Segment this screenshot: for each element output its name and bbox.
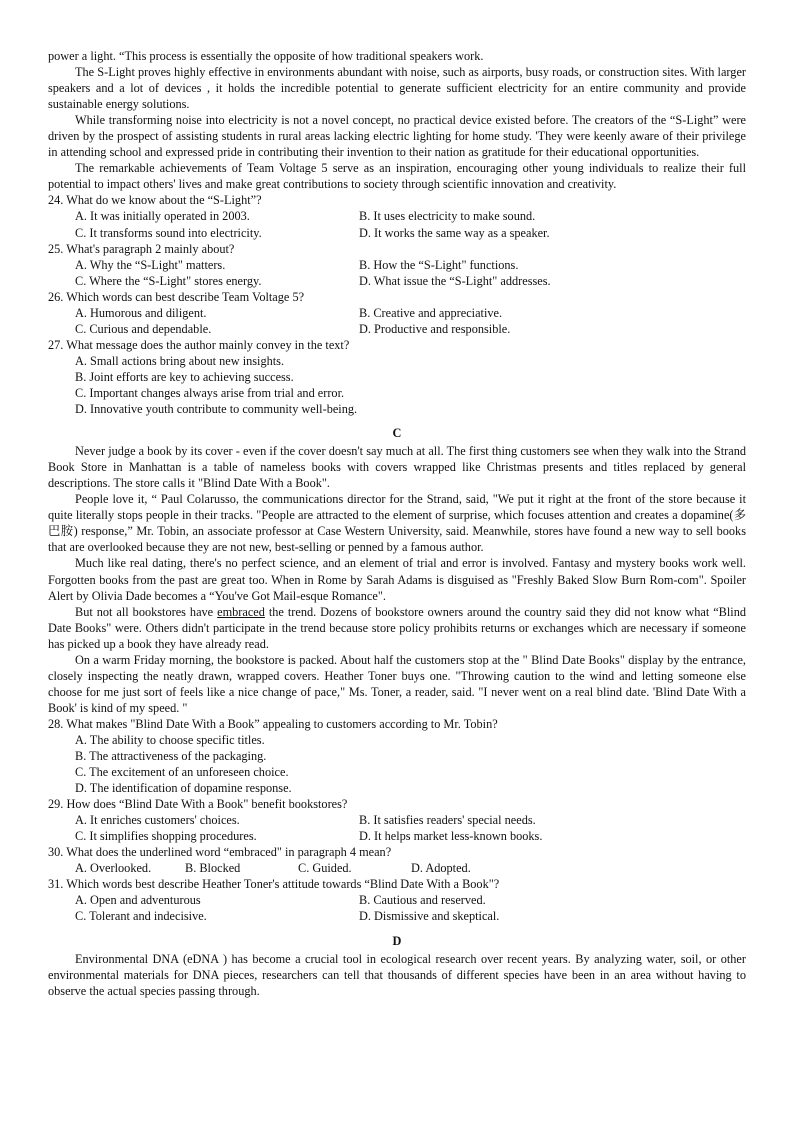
option-c: C. Where the “S-Light" stores energy. (75, 273, 262, 288)
option-a: A. It was initially operated in 2003. (75, 209, 250, 224)
option-a: A. Open and adventurous (75, 893, 201, 908)
option-d: D. It helps market less-known books. (359, 829, 543, 844)
question-stem: 27. What message does the author mainly convey in the text? (48, 337, 350, 352)
option-row (48, 257, 746, 273)
passage-b-paragraph: The remarkable achievements of Team Voltage 5 serve as an inspiration, encouraging other young individuals to realize their full potential to impact others' lives and make great contributions to society through scientific innovation and creativity. (48, 161, 746, 192)
option-c: C. Tolerant and indecisive. (75, 909, 207, 924)
section-title-d: D (392, 933, 402, 948)
question-stem: 28. What makes "Blind Date With a Book” appealing to customers according to Mr. Tobin? (48, 716, 498, 731)
passage-c-paragraph (48, 604, 746, 652)
question-31 (48, 876, 746, 924)
underlined-word: embraced (217, 604, 265, 619)
question-25 (48, 241, 746, 289)
option-row (48, 321, 746, 337)
question-27 (48, 337, 746, 417)
option-a: A. Humorous and diligent. (75, 305, 207, 320)
option-c: C. Guided. (298, 861, 352, 876)
option-c: C. The excitement of an unforeseen choice. (75, 765, 289, 780)
option-d: D. Innovative youth contribute to community well-being. (75, 402, 358, 417)
option-d: D. Adopted. (411, 861, 471, 876)
question-stem: 30. What does the underlined word “embraced" in paragraph 4 mean? (48, 845, 392, 860)
option-row (48, 273, 746, 289)
option-b: B. Joint efforts are key to achieving success. (75, 369, 294, 384)
option-c: C. It simplifies shopping procedures. (75, 829, 257, 844)
option-b: B. Cautious and reserved. (359, 893, 486, 908)
option-c: C. Curious and dependable. (75, 321, 212, 336)
question-stem: 25. What's paragraph 2 mainly about? (48, 241, 235, 256)
option-a: A. Overlooked. (75, 861, 152, 876)
passage-c-paragraph: Much like real dating, there's no perfect science, and an element of trial and error is involved. Fantasy and mystery books work well. Forgotten books from the past are great too. When in Rome by Sarah Adams is disguised as "Freshly Baked Slow Burn Rom-com". Spoiler Alert by Olivia Dade becomes a “You've Got Mail-esque Romance". (48, 556, 746, 603)
exam-page (48, 48, 746, 999)
passage-c-paragraph: People love it, “ Paul Colarusso, the communications director for the Strand, said, "We put it right at the front of the store because it quite literally stops people in their tracks. "People are attracted to the element of surprise, which focuses attention and creates a dopamine(多巴胺) response,” Mr. Tobin, an associate professor at Case Western University, said. Meanwhile, stores have found a new way to sell books that are overlooked because they are not new, best-selling or penned by a famous author. (48, 492, 746, 555)
option-c: C. It transforms sound into electricity. (75, 225, 262, 240)
option-row (48, 305, 746, 321)
question-24 (48, 192, 746, 240)
section-title-c: C (392, 426, 402, 441)
question-stem: 31. Which words best describe Heather Toner's attitude towards “Blind Date With a Book"? (48, 877, 500, 892)
question-28 (48, 716, 746, 796)
option-row (48, 225, 746, 241)
option-d: D. The identification of dopamine response. (75, 781, 292, 796)
option-a: A. It enriches customers' choices. (75, 813, 240, 828)
question-stem: 29. How does “Blind Date With a Book" benefit bookstores? (48, 797, 348, 812)
option-row (48, 860, 746, 876)
option-b: B. It uses electricity to make sound. (359, 209, 536, 224)
option-d: D. It works the same way as a speaker. (359, 225, 550, 240)
passage-d-paragraph: Environmental DNA (eDNA ) has become a crucial tool in ecological research over recent years. By analyzing water, soil, or other environmental materials for DNA pieces, researchers can tell that thousands of different species have been in an area without having to observe the actual species passing through. (48, 951, 746, 998)
option-c: C. Important changes always arise from trial and error. (75, 385, 345, 400)
option-row (48, 828, 746, 844)
option-d: D. Productive and responsible. (359, 321, 511, 336)
option-d: D. Dismissive and skeptical. (359, 909, 500, 924)
question-30 (48, 844, 746, 876)
option-row (48, 812, 746, 828)
option-b: B. The attractiveness of the packaging. (75, 749, 267, 764)
option-row (48, 908, 746, 924)
option-d: D. What issue the “S-Light" addresses. (359, 273, 551, 288)
option-row (48, 892, 746, 908)
option-b: B. Blocked (185, 861, 241, 876)
option-b: B. How the “S-Light" functions. (359, 257, 519, 272)
passage-b-paragraph: While transforming noise into electricity is not a novel concept, no practical device existed before. The creators of the “S-Light” were driven by the prospect of assisting students in rural areas lacking electric lighting for home study. 'They were keenly aware of their privilege in attending school and expressed pride in contributing their invention to their nation as gratitude for their educational opportunities. (48, 113, 746, 160)
question-stem: 24. What do we know about the “S-Light”? (48, 193, 262, 208)
question-stem: 26. Which words can best describe Team Voltage 5? (48, 289, 305, 304)
question-26 (48, 289, 746, 337)
paragraph-text: the trend. Dozens of bookstore owners around the country said they did not know what “Blind Date Books" were. Others didn't participate in the trend because store policy prohibits returns or exchanges which are necessary if someone has picked up a book they have already read. (48, 604, 747, 651)
option-row (48, 208, 746, 224)
passage-b-paragraph: The S-Light proves highly effective in environments abundant with noise, such as airports, busy roads, or construction sites. With larger speakers and a lot of devices , it holds the incredible potential to generate sufficient electricity for an entire community and provide sustainable energy solutions. (48, 65, 746, 112)
option-b: B. It satisfies readers' special needs. (359, 813, 536, 828)
question-29 (48, 796, 746, 844)
passage-b-paragraph: power a light. “This process is essentially the opposite of how traditional speakers work. (48, 49, 484, 63)
option-b: B. Creative and appreciative. (359, 305, 503, 320)
passage-c-paragraph: On a warm Friday morning, the bookstore is packed. About half the customers stop at the " Blind Date Books" display by the entrance, closely inspecting the neatly drawn, wrapped covers. Heather Toner buys one. "Throwing caution to the wind and letting someone else choose for me just sort of feels like a nice change of pace," Ms. Toner, a reader, said. "I never went on a real blind date. 'Blind Date With a Book' is kind of my speed. " (48, 652, 746, 715)
option-a: A. Small actions bring about new insights. (75, 353, 285, 368)
option-a: A. Why the “S-Light" matters. (75, 257, 226, 272)
option-a: A. The ability to choose specific titles. (75, 732, 265, 747)
paragraph-text: But not all bookstores have (75, 604, 218, 619)
passage-c-paragraph: Never judge a book by its cover - even if the cover doesn't say much at all. The first thing customers see when they walk into the Strand Book Store in Manhattan is a table of nameless books with covers wrapped like Christmas presents and titles replaced by general descriptions. The store calls it "Blind Date With a Book". (48, 444, 746, 491)
